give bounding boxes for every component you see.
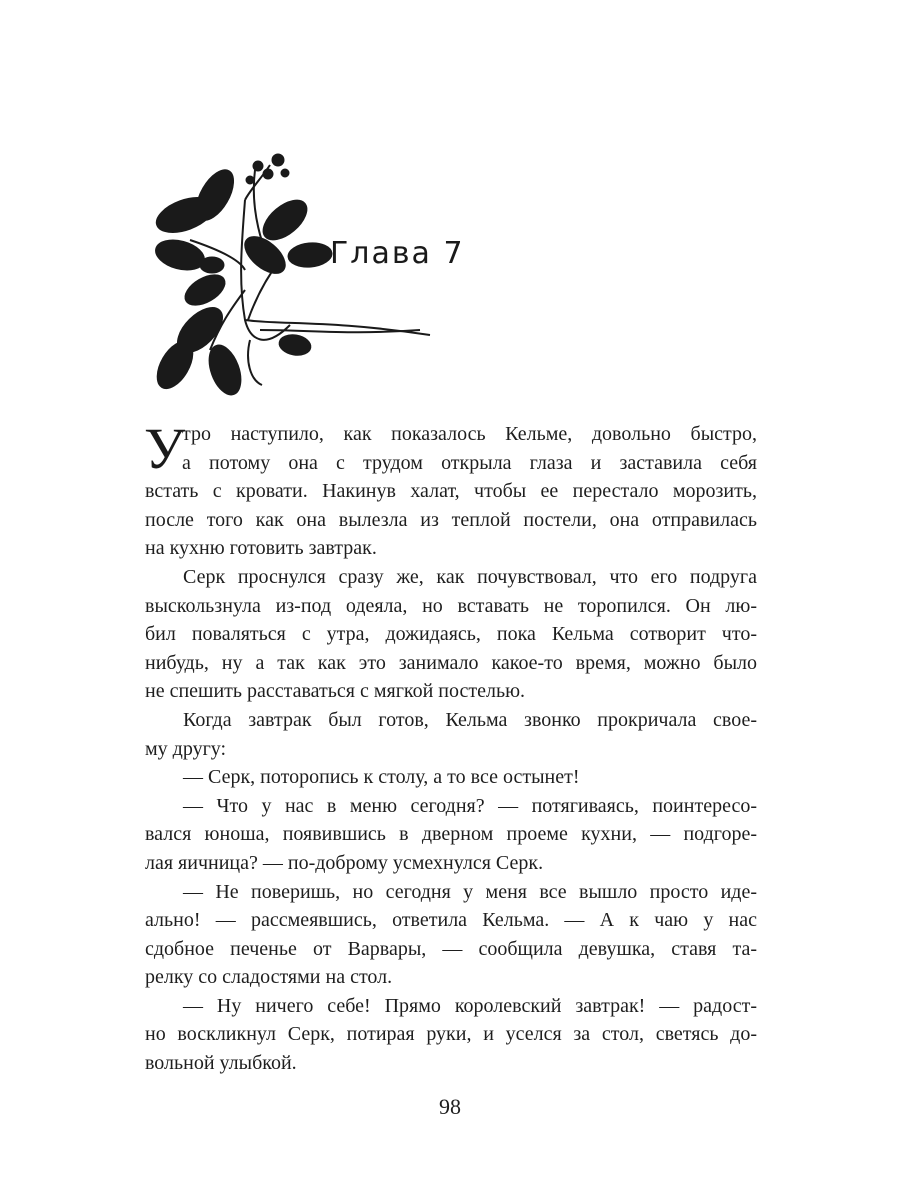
- text-line: лая яичница? — по-доброму усмехнулся Серк.: [145, 851, 544, 874]
- paragraph: [145, 563, 757, 706]
- text-line: тро наступило, как показалось Кельме, довольно быстро,: [182, 423, 757, 445]
- page-number: 98: [439, 1094, 461, 1119]
- text-line: — Что у нас в меню сегодня? — потягиваясь, поинтересо-: [183, 794, 757, 817]
- text-line: на кухню готовить завтрак.: [145, 537, 377, 560]
- paragraph: [145, 992, 757, 1078]
- paragraph: [144, 416, 757, 563]
- text-line: — Не поверишь, но сегодня у меня все вышло просто иде-: [183, 880, 757, 903]
- text-line: сдобное печенье от Варвары, — сообщила девушка, ставя та-: [145, 937, 757, 960]
- paragraph: [145, 706, 757, 763]
- text-line: вольной улыбкой.: [145, 1052, 297, 1075]
- text-line: выскользнула из-под одеяла, но вставать не торопился. Он лю-: [145, 594, 757, 617]
- text-line: не спешить расставаться с мягкой постелью.: [145, 680, 526, 703]
- text-line: Когда завтрак был готов, Кельма звонко прокричала свое-: [183, 708, 757, 731]
- text-line: бил поваляться с утра, дожидаясь, пока Кельма сотворит что-: [145, 623, 757, 646]
- text-line: вался юноша, появившись в дверном проеме кухни, — подгоре-: [145, 823, 757, 846]
- text-line: Серк проснулся сразу же, как почувствовал, что его подруга: [183, 565, 757, 588]
- text-line: — Ну ничего себе! Прямо королевский завтрак! — радост-: [183, 994, 757, 1017]
- text-line: му другу:: [145, 737, 227, 760]
- drop-cap: У: [144, 416, 186, 481]
- text-line: но воскликнул Серк, потирая руки, и уселся за стол, светясь до-: [145, 1023, 757, 1046]
- text-line: релку со сладостями на стол.: [145, 966, 393, 989]
- paragraph: [145, 792, 757, 878]
- paragraph: [145, 763, 757, 792]
- text-line: а потому она с трудом открыла глаза и заставила себя: [182, 451, 757, 474]
- text-line: — Серк, поторопись к столу, а то все остынет!: [183, 766, 580, 789]
- paragraph: [145, 878, 757, 992]
- text-line: нибудь, ну а так как это занимало какое-то время, можно было: [145, 651, 757, 674]
- text-line: встать с кровати. Накинув халат, чтобы ее перестало морозить,: [145, 480, 757, 503]
- chapter-body: [144, 416, 757, 1078]
- text-line: ально! — рассмеявшись, ответила Кельма. — А к чаю у нас: [145, 909, 757, 932]
- chapter-title: Глава 7: [330, 236, 465, 271]
- text-line: после того как она вылезла из теплой постели, она отправилась: [145, 508, 757, 531]
